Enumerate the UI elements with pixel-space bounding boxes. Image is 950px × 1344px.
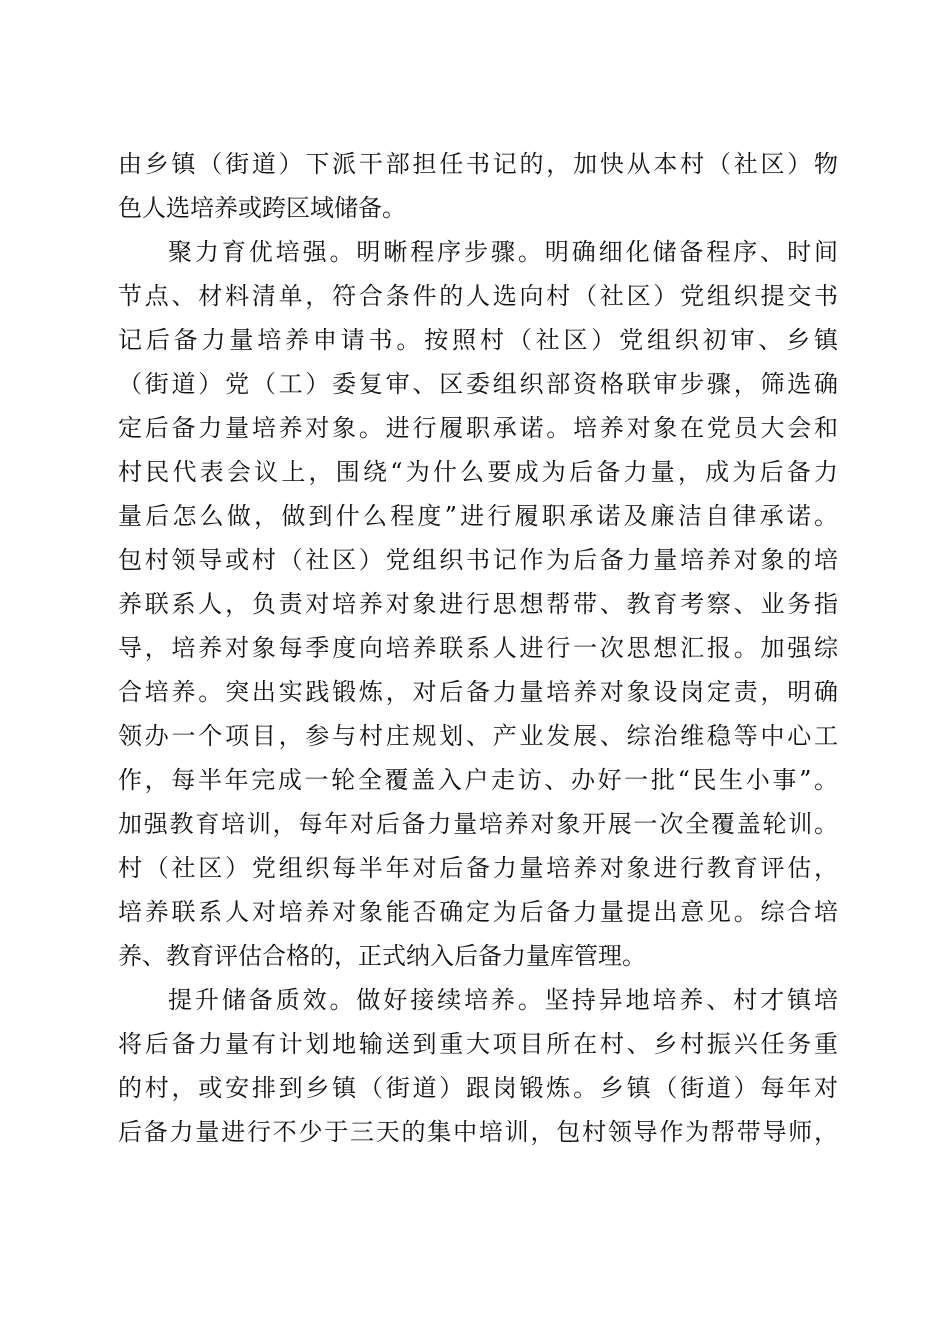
text-line: 包村领导或村（社区）党组织书记作为后备力量培养对象的培: [118, 546, 838, 574]
text-line: 色人选培养或跨区域储备。: [118, 194, 406, 222]
text-line: 养、教育评估合格的，正式纳入后备力量库管理。: [118, 942, 646, 970]
text-line: 合培养。突出实践锻炼，对后备力量培养对象设岗定责，明确: [118, 678, 838, 706]
text-line: 将后备力量有计划地输送到重大项目所在村、乡村振兴任务重: [118, 1030, 838, 1058]
text-line: 由乡镇（街道）下派干部担任书记的，加快从本村（社区）物: [118, 150, 838, 178]
text-line: 加强教育培训，每年对后备力量培养对象开展一次全覆盖轮训。: [118, 810, 838, 838]
text-line: 的村，或安排到乡镇（街道）跟岗锻炼。乡镇（街道）每年对: [118, 1074, 838, 1102]
text-line: 养联系人，负责对培养对象进行思想帮带、教育考察、业务指: [118, 590, 838, 618]
text-line: 作，每半年完成一轮全覆盖入户走访、办好一批“民生小事”。: [118, 766, 838, 794]
text-line: 村民代表会议上，围绕“为什么要成为后备力量，成为后备力: [118, 458, 838, 486]
text-line: 领办一个项目，参与村庄规划、产业发展、综治维稳等中心工: [118, 722, 838, 750]
text-line: 量后怎么做，做到什么程度”进行履职承诺及廉洁自律承诺。: [118, 502, 838, 530]
paragraph-1: [118, 142, 838, 230]
text-line: 培养联系人对培养对象能否确定为后备力量提出意见。综合培: [118, 898, 838, 926]
text-line: 村（社区）党组织每半年对后备力量培养对象进行教育评估，: [118, 854, 838, 882]
text-line: 后备力量进行不少于三天的集中培训，包村领导作为帮带导师，: [118, 1118, 838, 1146]
text-line: 导，培养对象每季度向培养联系人进行一次思想汇报。加强综: [118, 634, 838, 662]
document-body: [118, 142, 838, 1154]
text-line: 节点、材料清单，符合条件的人选向村（社区）党组织提交书: [118, 282, 838, 310]
text-line: （街道）党（工）委复审、区委组织部资格联审步骤，筛选确: [118, 370, 838, 398]
paragraph-2: [118, 230, 838, 978]
text-line: 提升储备质效。做好接续培养。坚持异地培养、村才镇培: [168, 986, 838, 1014]
text-line: 记后备力量培养申请书。按照村（社区）党组织初审、乡镇: [118, 326, 838, 354]
paragraph-3: [118, 978, 838, 1154]
text-line: 聚力育优培强。明晰程序步骤。明确细化储备程序、时间: [168, 238, 838, 266]
text-line: 定后备力量培养对象。进行履职承诺。培养对象在党员大会和: [118, 414, 838, 442]
